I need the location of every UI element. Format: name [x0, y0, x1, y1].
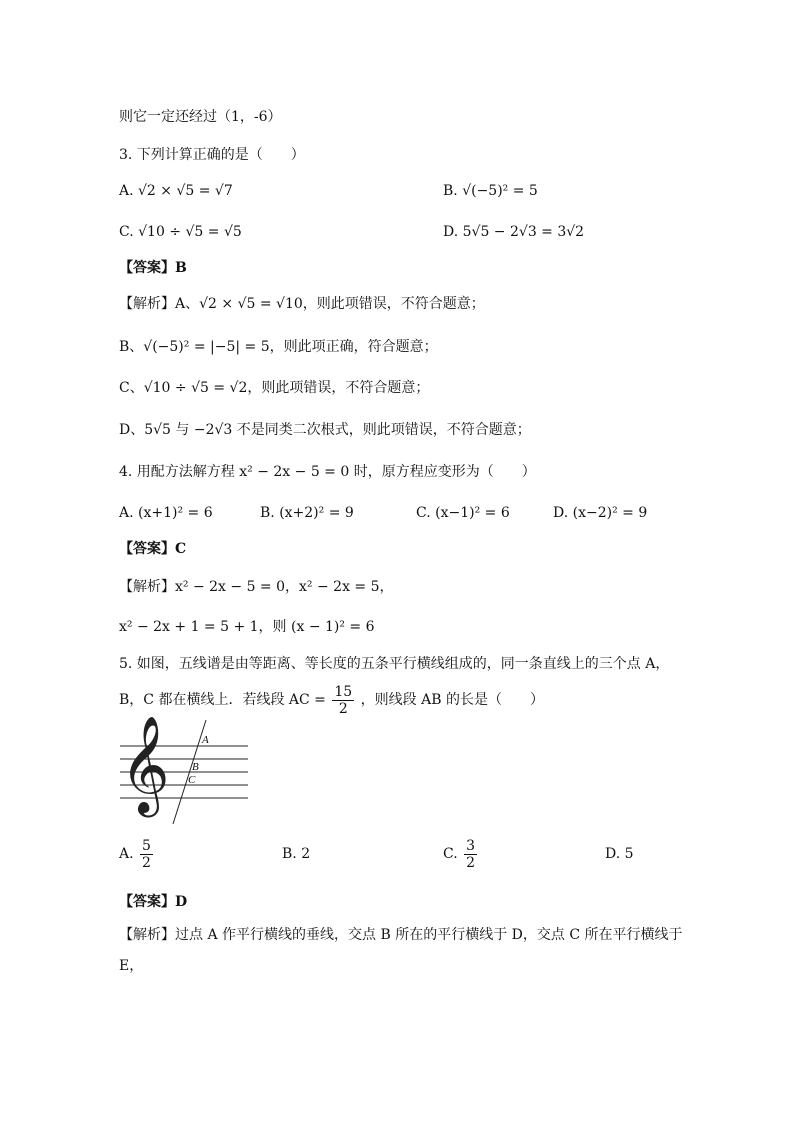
q5-stem-prefix: B，C 都在横线上．若线段 AC =: [119, 692, 326, 708]
q3-stem: 3. 下列计算正确的是（ ）: [119, 147, 305, 163]
q3-option-c: C. √10 ÷ √5 = √5: [119, 224, 242, 240]
q3-option-a: A. √2 × √5 = √7: [119, 183, 233, 199]
q5-option-d: D. 5: [605, 846, 634, 862]
q5-stem-line-2: [119, 682, 544, 718]
music-staff-figure: [118, 715, 253, 828]
q5-explanation-2: E，: [119, 958, 144, 974]
q4-option-a: A. (x+1)² = 6: [119, 505, 213, 521]
figure-label-b: B: [192, 761, 199, 773]
q4-answer: 【答案】C: [119, 541, 187, 557]
q5-stem-suffix: ，则线段 AB 的长是（ ）: [360, 692, 544, 708]
q4-stem: 4. 用配方法解方程 x² − 2x − 5 = 0 时，原方程应变形为（ ）: [119, 464, 536, 480]
q4-option-d: D. (x−2)² = 9: [553, 505, 648, 521]
treble-clef-icon: 𝄞: [120, 715, 170, 813]
q5-option-c-numerator: 3: [466, 837, 476, 854]
q3-explanation-c: C、√10 ÷ √5 = √2，则此项错误，不符合题意；: [119, 380, 430, 396]
q5-option-a-fraction: [140, 838, 153, 871]
q5-option-c: [443, 836, 479, 872]
q5-option-c-fraction: [464, 838, 477, 871]
q3-option-b: B. √(−5)² = 5: [443, 183, 538, 199]
q5-answer: 【答案】D: [119, 894, 188, 910]
q5-option-c-label: C.: [443, 846, 458, 862]
q5-explanation-1: 【解析】过点 A 作平行横线的垂线，交点 B 所在的平行横线于 D，交点 C 所在平行横线于: [119, 927, 683, 943]
q3-option-d: D. 5√5 − 2√3 = 3√2: [443, 224, 585, 240]
figure-label-c: C: [188, 774, 196, 786]
q5-fraction-ac: [332, 684, 354, 717]
q3-explanation-b: B、√(−5)² = |−5| = 5，则此项正确，符合题意；: [119, 339, 438, 355]
q5-stem-line-1: 5. 如图，五线谱是由等距离、等长度的五条平行横线组成的，同一条直线上的三个点 A，: [119, 656, 670, 672]
q5-option-a: [119, 836, 155, 872]
q5-option-c-denominator: 2: [466, 854, 476, 871]
previous-solution-tail: 则它一定还经过（1，-6）: [119, 109, 282, 125]
q5-option-a-numerator: 5: [142, 837, 151, 854]
q4-explanation-2: x² − 2x + 1 = 5 + 1，则 (x − 1)² = 6: [119, 619, 375, 635]
q5-option-a-denominator: 2: [142, 854, 151, 871]
q4-explanation-1: 【解析】x² − 2x − 5 = 0，x² − 2x = 5，: [119, 579, 394, 595]
q5-fraction-numerator: 15: [334, 683, 353, 700]
q4-option-c: C. (x−1)² = 6: [416, 505, 510, 521]
q4-option-b: B. (x+2)² = 9: [260, 505, 354, 521]
q5-option-a-label: A.: [119, 846, 134, 862]
q5-option-b: B. 2: [282, 846, 311, 862]
q3-explanation-d: D、5√5 与 −2√3 不是同类二次根式，则此项错误，不符合题意；: [119, 422, 531, 438]
q3-explanation-a: 【解析】A、√2 × √5 = √10，则此项错误，不符合题意；: [119, 296, 485, 312]
q5-fraction-denominator: 2: [338, 700, 348, 717]
figure-label-a: A: [202, 734, 209, 746]
q3-answer: 【答案】B: [119, 260, 187, 276]
